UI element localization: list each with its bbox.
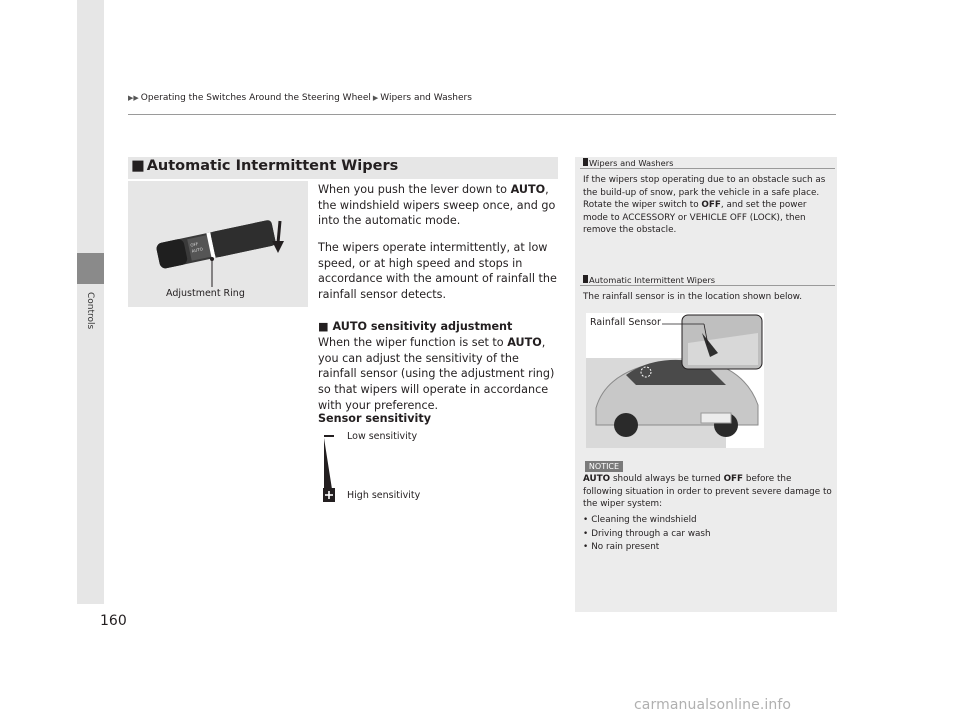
note-body-wipers: If the wipers stop operating due to an obstacle such as the build-up of snow, park the vehicle in a safe place. Rotate the wiper switch to OFF, and set the power mode to ACCESSORY or VEHICLE OFF (LOCK), then remove the obstacle.: [583, 175, 826, 236]
breadcrumb-item-switches[interactable]: Operating the Switches Around the Steering Wheel: [140, 93, 371, 103]
svg-text:OFF: OFF: [189, 241, 199, 248]
sensitivity-scale-icon: [320, 432, 338, 504]
svg-text:AUTO: AUTO: [191, 246, 204, 254]
adjustment-ring-label: Adjustment Ring: [166, 288, 245, 299]
breadcrumb: [128, 93, 472, 103]
rainfall-sensor-label: Rainfall Sensor: [590, 317, 661, 328]
note-body-sensor-location: The rainfall sensor is in the location shown below.: [583, 292, 802, 302]
note-marker-icon: [583, 275, 588, 283]
section-marker: ■: [131, 158, 145, 174]
paragraph-auto-mode: When you push the lever down to AUTO, the windshield wipers sweep once, and go into the automatic mode.: [318, 183, 556, 228]
list-item: • No rain present: [583, 542, 660, 553]
rainfall-sensor-illustration: [586, 313, 764, 448]
note-divider: [580, 168, 835, 169]
list-item: • Cleaning the windshield: [583, 515, 697, 525]
watermark: carmanualsonline.info: [634, 697, 792, 713]
bullet-icon: •: [583, 528, 589, 539]
list-item: • Driving through a car wash: [583, 528, 711, 539]
page-number: 160: [100, 613, 127, 629]
sensor-sensitivity-heading: Sensor sensitivity: [318, 412, 432, 425]
paragraph-operation: The wipers operate intermittently, at low speed, or at high speed and stops in accordance with the amount of rainfall the rainfall sensor detects.: [318, 241, 557, 302]
paragraph-sensitivity: When the wiper function is set to AUTO, you can adjust the sensitivity of the rainfall sensor (using the adjustment ring) so that wipers will operate in accordance with your preference.: [318, 336, 555, 412]
note-heading-auto-wipers: Automatic Intermittent Wipers: [583, 275, 715, 285]
bullet-icon: •: [583, 542, 589, 553]
high-sensitivity-label: High sensitivity: [347, 490, 421, 501]
note-marker-icon: [583, 158, 588, 166]
chapter-tab: [77, 253, 104, 284]
notice-text: AUTO should always be turned OFF before the following situation in order to prevent severe damage to the wiper system:: [583, 474, 832, 510]
breadcrumb-arrow-icon: ▶: [372, 94, 379, 102]
header-divider: [128, 114, 836, 115]
breadcrumb-item-wipers[interactable]: Wipers and Washers: [380, 93, 472, 103]
bullet-icon: •: [583, 515, 589, 525]
chapter-label: Controls: [85, 292, 95, 330]
subheading-sensitivity: ■ AUTO sensitivity adjustment: [318, 320, 513, 333]
car-drawing: [586, 313, 764, 448]
note-heading-wipers: Wipers and Washers: [583, 158, 674, 168]
notice-badge: NOTICE: [585, 461, 623, 472]
note-divider: [580, 285, 835, 286]
section-title: ■ Automatic Intermittent Wipers: [131, 158, 399, 174]
low-sensitivity-label: Low sensitivity: [347, 431, 418, 442]
breadcrumb-arrow-icon: ▶▶: [128, 94, 139, 102]
notice-bullet-list: [583, 514, 833, 555]
